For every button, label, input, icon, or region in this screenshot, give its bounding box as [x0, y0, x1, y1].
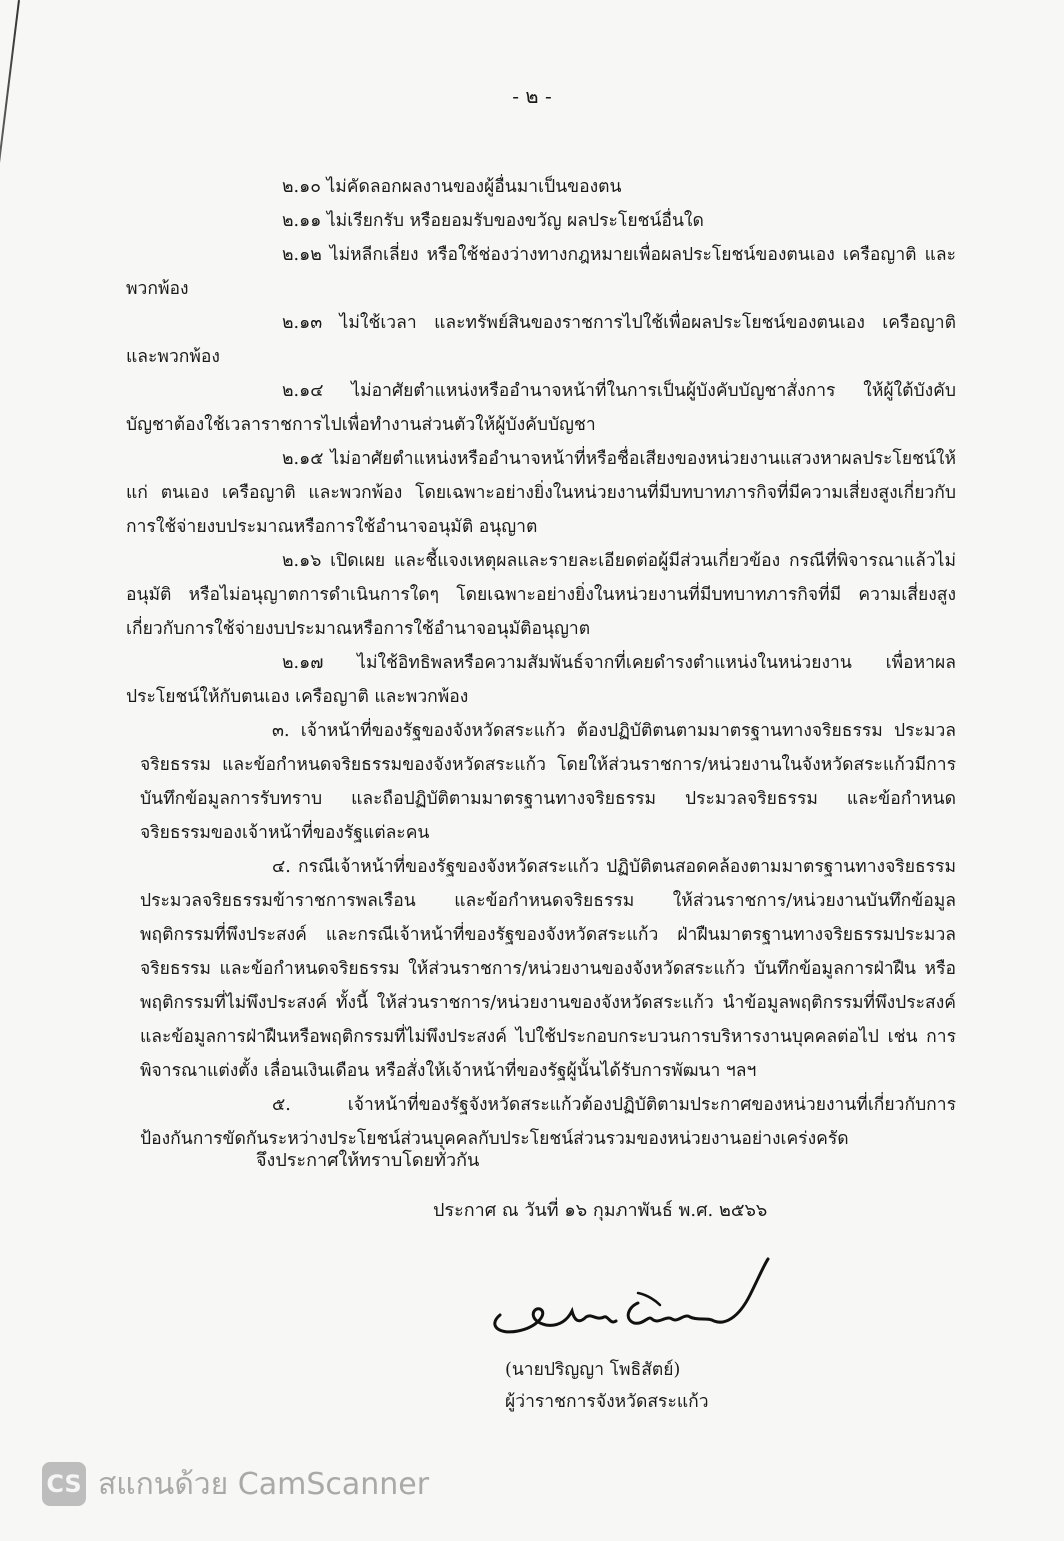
clause-2-14: ๒.๑๔ ไม่อาศัยตำแหน่งหรืออำนาจหน้าที่ในการเป็นผู้บังคับบัญชาสั่งการ ให้ผู้ใต้บังคับบัญชาต้องใช้เวลาราชการไปเพื่อทำงานส่วนตัวให้ผู้บังคับบัญชา [126, 381, 956, 435]
clause-4: ๔. กรณีเจ้าหน้าที่ของรัฐของจังหวัดสระแก้ว ปฏิบัติตนสอดคล้องตามมาตรฐานทางจริยธรรมประมวลจริยธรรมข้าราชการพลเรือน และข้อกำหนดจริยธรรม ให้ส่วนราชการ/หน่วยงานบันทึกข้อมูลพฤติกรรมที่พึงประสงค์ และกรณีเจ้าหน้าที่ของรัฐของจังหวัดสระแก้ว ฝ่าฝืนมาตรฐานทางจริยธรรมประมวลจริยธรรม และข้อกำหนดจริยธรรม ให้ส่วนราชการ/หน่วยงานของจังหวัดสระแก้ว บันทึกข้อมูลการฝ่าฝืน หรือพฤติกรรมที่ไม่พึงประสงค์ ทั้งนี้ ให้ส่วนราชการ/หน่วยงานของจังหวัดสระแก้ว นำข้อมูลพฤติกรรมที่พึงประสงค์และข้อมูลการฝ่าฝืนหรือพฤติกรรมที่ไม่พึงประสงค์ ไปใช้ประกอบกระบวนการบริหารงานบุคคลต่อไป เช่น การพิจารณาแต่งตั้ง เลื่อนเงินเดือน หรือสั่งให้เจ้าหน้าที่ของรัฐผู้นั้นได้รับการพัฒนา ฯลฯ [140, 857, 956, 1081]
clause-2-12: ๒.๑๒ ไม่หลีกเลี่ยง หรือใช้ช่องว่างทางกฎหมายเพื่อผลประโยชน์ของตนเอง เครือญาติ และพวกพ้อง [126, 245, 956, 299]
clause-2-17: ๒.๑๗ ไม่ใช้อิทธิพลหรือความสัมพันธ์จากที่เคยดำรงตำแหน่งในหน่วยงาน เพื่อหาผลประโยชน์ให้กับตนเอง เครือญาติ และพวกพ้อง [126, 653, 956, 707]
clause-2-10: ๒.๑๐ ไม่คัดลอกผลงานของผู้อื่นมาเป็นของตน [282, 177, 622, 197]
document-body [126, 170, 956, 1156]
clause-2-13: ๒.๑๓ ไม่ใช้เวลา และทรัพย์สินของราชการไปใช้เพื่อผลประโยชน์ของตนเอง เครือญาติ และพวกพ้อง [126, 313, 956, 367]
clause-5: ๕. เจ้าหน้าที่ของรัฐจังหวัดสระแก้วต้องปฏิบัติตามประกาศของหน่วยงานที่เกี่ยวกับการป้องกันการขัดกันระหว่างประโยชน์ส่วนบุคคลกับประโยชน์ส่วนรวมของหน่วยงานอย่างเคร่งครัด [140, 1095, 956, 1149]
clause-2-15: ๒.๑๕ ไม่อาศัยตำแหน่งหรืออำนาจหน้าที่หรือชื่อเสียงของหน่วยงานแสวงหาผลประโยชน์ให้แก่ ตนเอง เครือญาติ และพวกพ้อง โดยเฉพาะอย่างยิ่งในหน่วยงานที่มีบทบาทภารกิจที่มีความเสี่ยงสูงเกี่ยวกับการใช้จ่ายงบประมาณหรือการใช้อำนาจอนุมัติ อนุญาต [126, 449, 956, 537]
closing-statement: จึงประกาศให้ทราบโดยทั่วกัน [256, 1150, 480, 1171]
clause-2-16: ๒.๑๖ เปิดเผย และชี้แจงเหตุผลและรายละเอียดต่อผู้มีส่วนเกี่ยวข้อง กรณีที่พิจารณาแล้วไม่อนุมัติ หรือไม่อนุญาตการดำเนินการใดๆ โดยเฉพาะอย่างยิ่งในหน่วยงานที่มีบทบาทภารกิจที่มี ความเสี่ยงสูงเกี่ยวกับการใช้จ่ายงบประมาณหรือการใช้อำนาจอนุมัติอนุญาต [126, 551, 956, 639]
signer-name: (นายปริญญา โพธิสัตย์) [505, 1360, 681, 1380]
clause-3: ๓. เจ้าหน้าที่ของรัฐของจังหวัดสระแก้ว ต้องปฏิบัติตนตามมาตรฐานทางจริยธรรม ประมวลจริยธรรม และข้อกำหนดจริยธรรมของจังหวัดสระแก้ว โดยให้ส่วนราชการ/หน่วยงานในจังหวัดสระแก้วมีการบันทึกข้อมูลการรับทราบ และถือปฏิบัติตามมาตรฐานทางจริยธรรม ประมวลจริยธรรม และข้อกำหนดจริยธรรมของเจ้าหน้าที่ของรัฐแต่ละคน [140, 721, 956, 843]
clause-2-11: ๒.๑๑ ไม่เรียกรับ หรือยอมรับของขวัญ ผลประโยชน์อื่นใด [282, 211, 704, 231]
announcement-date: ประกาศ ณ วันที่ ๑๖ กุมภาพันธ์ พ.ศ. ๒๕๖๖ [433, 1200, 768, 1221]
camscanner-logo-icon: CS [42, 1462, 86, 1506]
page-number: - ๒ - [512, 84, 552, 108]
watermark-text: สแกนด้วย CamScanner [98, 1466, 430, 1502]
page-edge-shadow [0, 0, 20, 298]
signer-position: ผู้ว่าราชการจังหวัดสระแก้ว [505, 1392, 709, 1412]
camscanner-watermark [42, 1462, 429, 1506]
handwritten-signature [488, 1255, 778, 1345]
